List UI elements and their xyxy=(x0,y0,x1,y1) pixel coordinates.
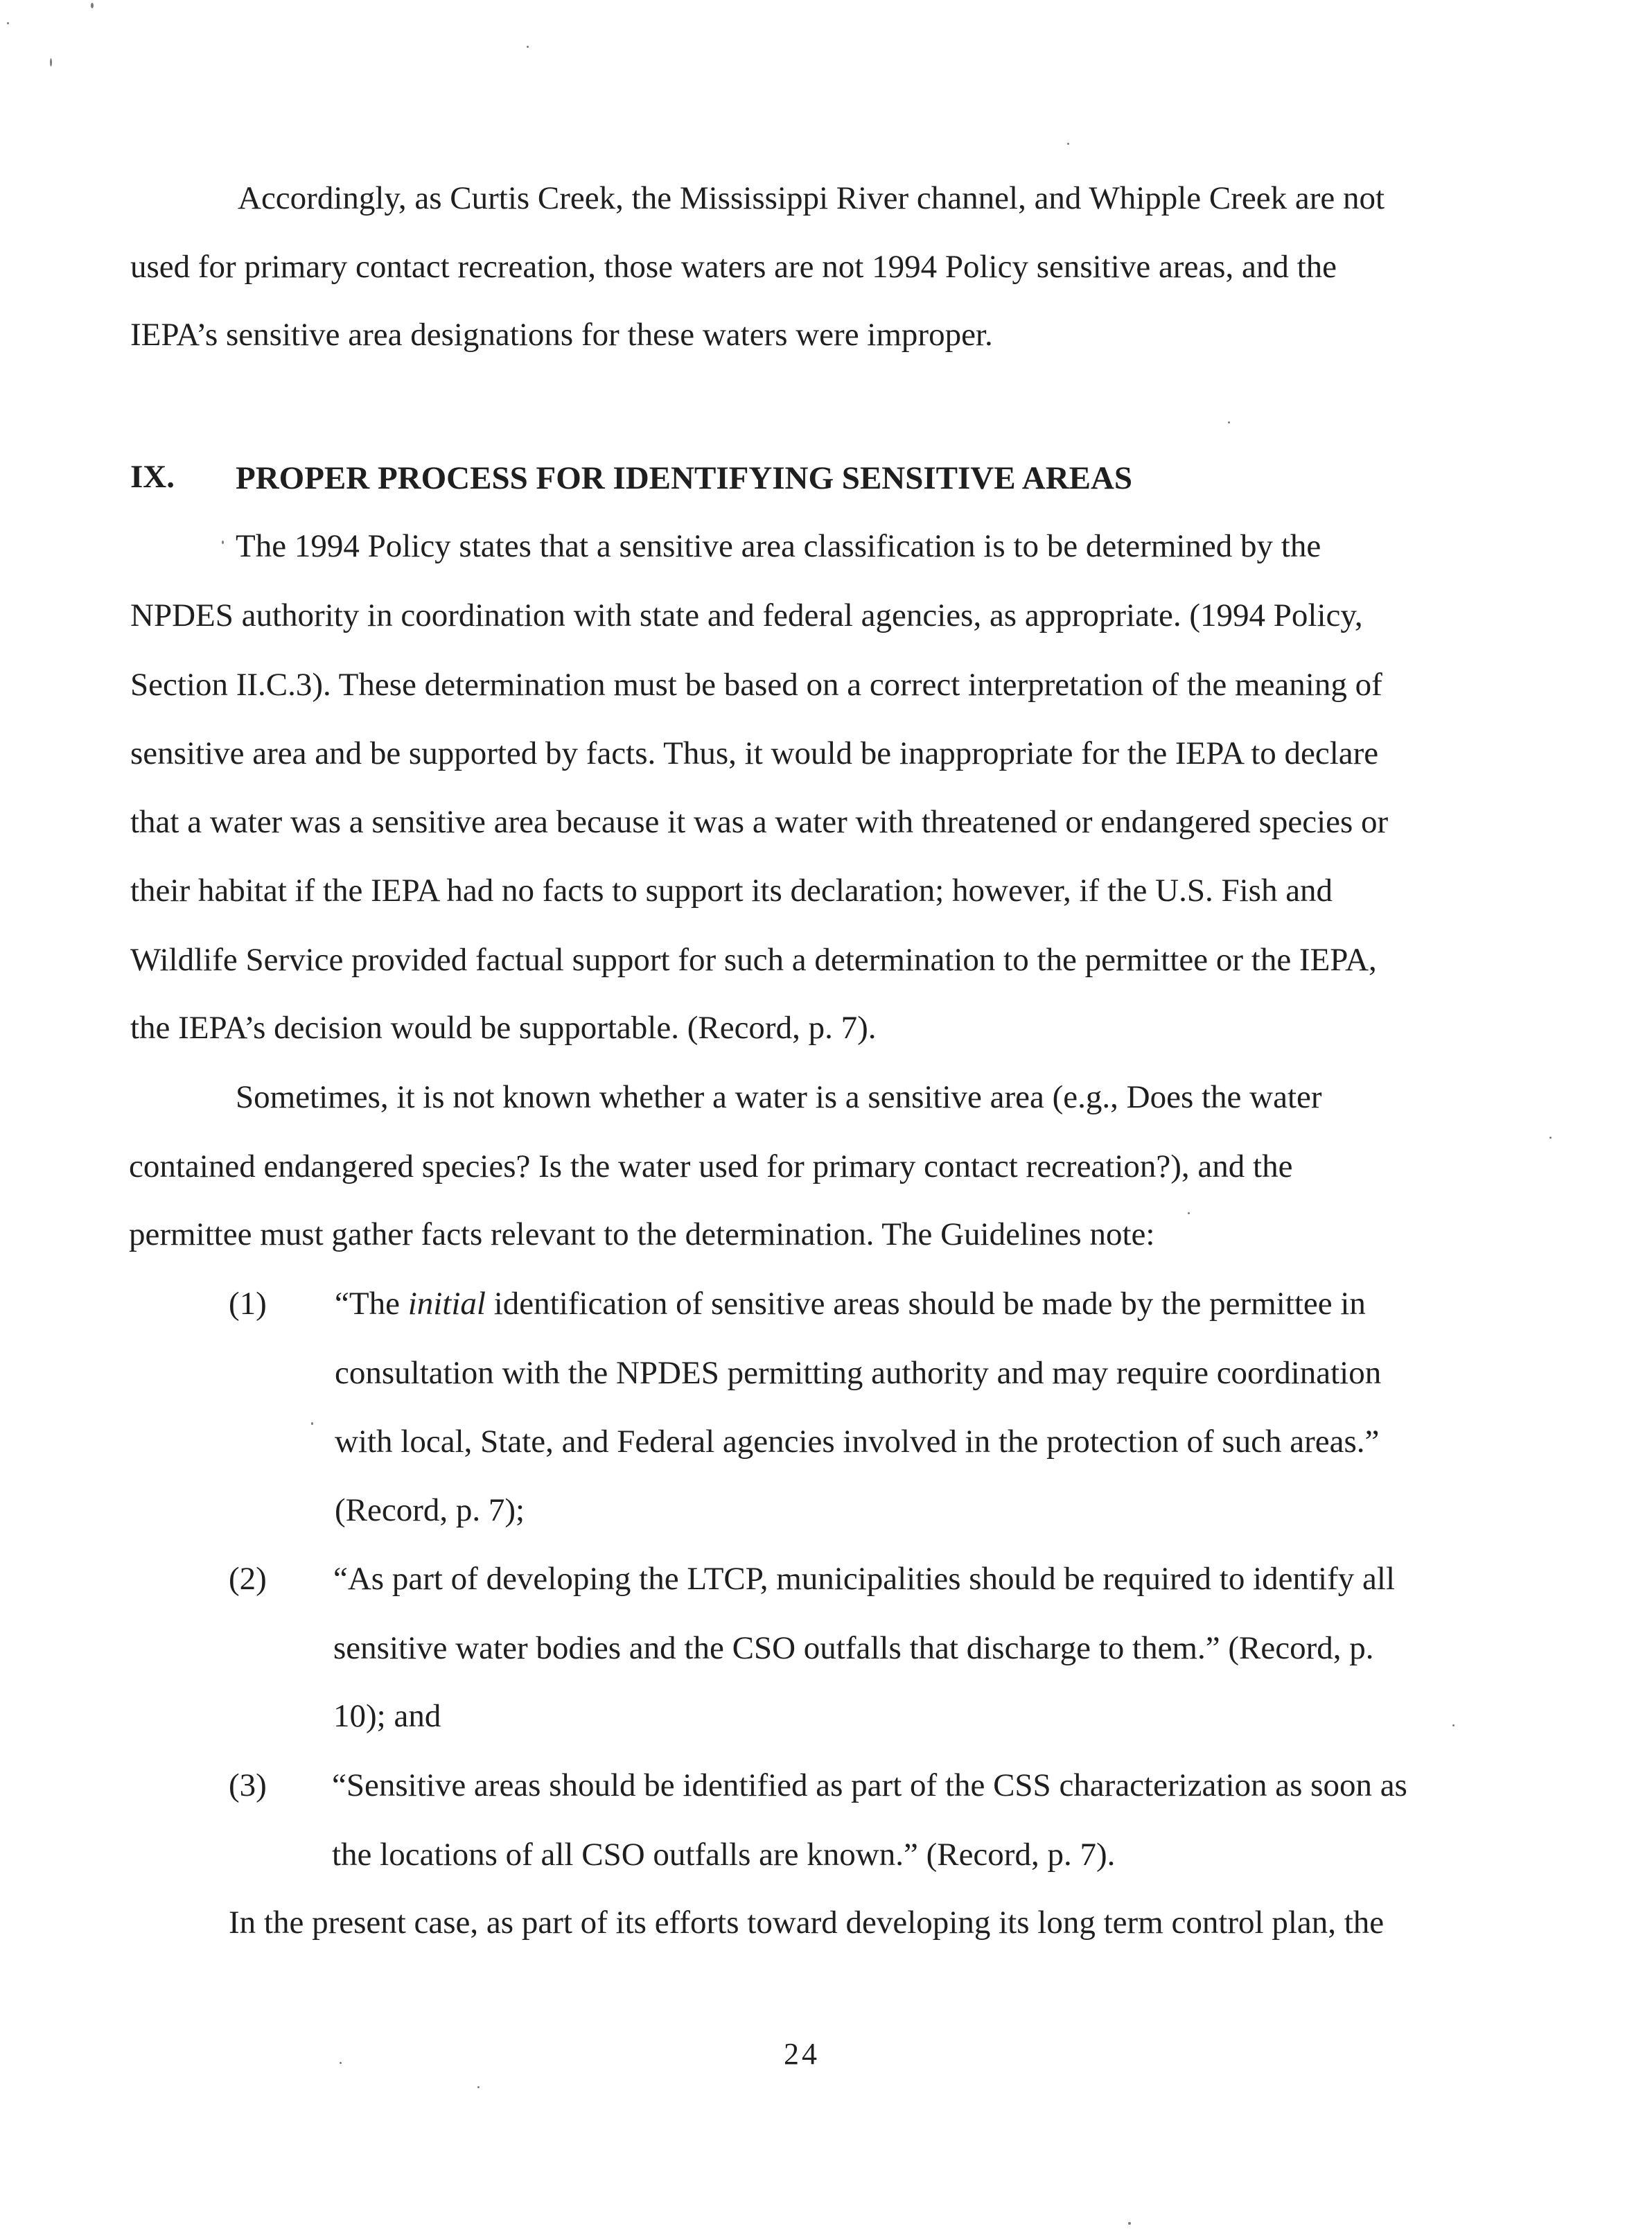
text-line: used for primary contact recreation, those waters are not 1994 Policy sensitive areas, and the xyxy=(130,249,1337,285)
scan-speck xyxy=(1188,1212,1190,1214)
quote-rest: identification of sensitive areas should be made by the permittee in xyxy=(485,1286,1366,1322)
text-line: “Sensitive areas should be identified as part of the CSS characterization as soon as xyxy=(332,1767,1407,1803)
text-line: IEPA’s sensitive area designations for these waters were improper. xyxy=(130,317,993,353)
text-line: with local, State, and Federal agencies involved in the protection of such areas.” xyxy=(335,1424,1380,1460)
text-line: (Record, p. 7); xyxy=(335,1492,525,1528)
list-item-number: (1) xyxy=(229,1286,267,1322)
text-line: contained endangered species? Is the water used for primary contact recreation?), and the xyxy=(129,1148,1293,1184)
scan-speck xyxy=(311,1422,313,1425)
text-line: “As part of developing the LTCP, municipalities should be required to identify all xyxy=(333,1561,1395,1597)
scan-speck xyxy=(7,22,9,24)
scan-speck xyxy=(340,2062,342,2064)
section-number: IX. xyxy=(130,459,175,495)
text-line: consultation with the NPDES permitting authority and may require coordination xyxy=(335,1355,1382,1391)
scan-speck xyxy=(50,58,52,67)
scan-speck xyxy=(1128,2222,1131,2225)
scan-speck xyxy=(1067,143,1069,145)
list-item-number: (2) xyxy=(229,1561,267,1597)
text-line: the locations of all CSO outfalls are known.” (Record, p. 7). xyxy=(332,1837,1116,1873)
quote-open: “The xyxy=(335,1286,408,1322)
text-line: the IEPA’s decision would be supportable. (Record, p. 7). xyxy=(130,1010,877,1046)
text-line: their habitat if the IEPA had no facts to support its declaration; however, if the U.S. Fish and xyxy=(130,873,1333,909)
emphasis-initial: initial xyxy=(407,1286,486,1322)
list-item-number: (3) xyxy=(229,1767,267,1803)
text-line: NPDES authority in coordination with state and federal agencies, as appropriate. (1994 Policy, xyxy=(130,597,1363,633)
text-line: permittee must gather facts relevant to the determination. The Guidelines note: xyxy=(129,1216,1155,1252)
section-title: PROPER PROCESS FOR IDENTIFYING SENSITIVE AREAS xyxy=(236,460,1133,496)
scan-speck xyxy=(222,541,224,544)
scan-speck xyxy=(477,2086,480,2088)
scan-speck xyxy=(1549,1137,1552,1139)
text-line: 10); and xyxy=(333,1698,441,1734)
text-line: Wildlife Service provided factual support for such a determination to the permittee or the IEPA, xyxy=(130,942,1377,978)
scan-speck xyxy=(91,3,94,8)
page-number: 24 xyxy=(784,2037,820,2071)
text-line: Sometimes, it is not known whether a water is a sensitive area (e.g., Does the water xyxy=(236,1079,1322,1115)
text-line: that a water was a sensitive area because it was a water with threatened or endangered species or xyxy=(130,804,1389,840)
text-line: Accordingly, as Curtis Creek, the Mississippi River channel, and Whipple Creek are not xyxy=(238,180,1385,216)
scan-speck xyxy=(1228,421,1230,423)
text-line: Section II.C.3). These determination must be based on a correct interpretation of the meaning of xyxy=(130,667,1382,703)
text-line: The 1994 Policy states that a sensitive area classification is to be determined by the xyxy=(236,528,1321,564)
text-line xyxy=(335,1284,1366,1323)
text-line: sensitive water bodies and the CSO outfalls that discharge to them.” (Record, p. xyxy=(333,1630,1374,1666)
scan-speck xyxy=(527,46,529,48)
text-line: In the present case, as part of its efforts toward developing its long term control plan, the xyxy=(229,1905,1385,1941)
scan-speck xyxy=(1452,1724,1455,1726)
text-line: sensitive area and be supported by facts. Thus, it would be inappropriate for the IEPA to declare xyxy=(130,735,1379,771)
